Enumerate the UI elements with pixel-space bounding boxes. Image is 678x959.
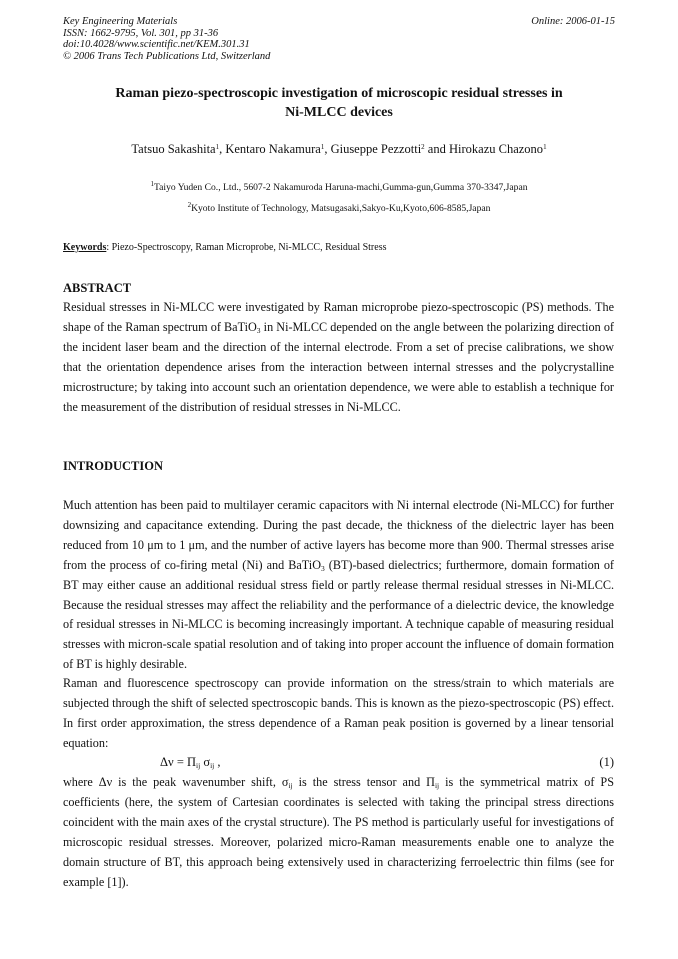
equation-term: σ [200, 755, 211, 769]
doi-line: doi:10.4028/www.scientific.net/KEM.301.31 [63, 39, 250, 51]
equation-term: Δν = Π [160, 755, 197, 769]
subscript: ij [196, 761, 201, 770]
equation-term: , [214, 755, 221, 769]
affiliation-text: Kyoto Institute of Technology, Matsugasaki,Sakyo-Ku,Kyoto,606-8585,Japan [191, 203, 491, 214]
author-separator: and [424, 142, 449, 156]
affiliation-text: Taiyo Yuden Co., Ltd., 5607-2 Nakamuroda Haruna-machi,Gumma-gun,Gumma 370-3347,Japan [153, 182, 528, 193]
text-run: Residual stresses in Ni-MLCC were investigated by Raman microprobe piezo-spectroscopic (PS) methods. The shape of the Raman spectrum of BaTiO [63, 300, 614, 334]
issn-line: ISSN: 1662-9795, Vol. 301, pp 31-36 [63, 27, 219, 39]
affiliation-1 [0, 182, 678, 193]
author-name: Hirokazu Chazono [448, 142, 544, 156]
subscript: 3 [321, 563, 325, 573]
author-name: Giuseppe Pezzotti [330, 142, 422, 156]
text-run: in Ni-MLCC depended on the angle between the polarizing direction of the incident laser beam and the direction of the internal electrode. From a set of precise calibrations, we show that the orientation dependence arises from the interaction between internal stresses and the polycrystalline microstructure; by taking into account such an orientation dependence, we were able to establish a technique for the measurement of the distribution of residual stresses in Ni-MLCC. [63, 319, 614, 414]
keywords-label: Keywords [63, 242, 107, 253]
text-run: Much attention has been paid to multilayer ceramic capacitors with Ni internal electrode (Ni-MLCC) for further downsizing and capacitance extending. During the past decade, the thickness of the dielectric layer has been reduced from 10 μm to 1 μm, and the number of active layers has become more than 900. Thermal stresses arise from the process of co-firing metal (Ni) and BaTiO [63, 498, 614, 572]
introduction-heading: INTRODUCTION [63, 459, 164, 473]
subscript: 3 [256, 325, 261, 335]
equation-1 [63, 755, 614, 775]
affiliation-mark: 1 [150, 180, 154, 188]
subscript: ij [288, 781, 293, 790]
copyright-line: © 2006 Trans Tech Publications Ltd, Switzerland [63, 50, 271, 62]
author-separator: , [219, 142, 226, 156]
equation-expression [160, 755, 221, 770]
introduction-paragraph-2: Raman and fluorescence spectroscopy can provide information on the stress/strain to which materials are subjected through the shift of selected spectroscopic bands. This is known as the piezo-spectroscopic (PS) effect. In first order approximation, the stress dependence of a Raman peak position is governed by a linear tensorial equation: [63, 676, 614, 750]
affiliation-2 [0, 203, 678, 214]
journal-header [63, 16, 615, 62]
introduction-paragraph-1 [63, 496, 614, 675]
author-name: Kentaro Nakamura [225, 142, 321, 156]
text-run: is the stress tensor and Π [292, 775, 435, 789]
subscript: ij [434, 781, 440, 790]
author-affiliation-mark: 1 [320, 143, 325, 151]
text-run: (BT)-based dielectrics; furthermore, domain formation of BT may either cause an additional residual stress field or partly release thermal residual stresses in Ni-MLCC. Because the residual stresses may affect the reliability and the performance of a dielectric device, the knowledge of residual stresses in Ni-MLCC is becoming increasingly important. A technique capable of measuring residual stresses with micron-scale spatial resolution and of taking into proper account the influence of domain formation of BT is highly desirable. [63, 557, 614, 672]
author-separator: , [324, 142, 331, 156]
keywords-text: : Piezo-Spectroscopy, Raman Microprobe, Ni-MLCC, Residual Stress [106, 242, 387, 253]
introduction-paragraph-3 [63, 773, 614, 892]
equation-number: (1) [599, 755, 614, 769]
paper-title [70, 84, 608, 122]
subscript: ij [210, 761, 215, 770]
title-line-1: Raman piezo-spectroscopic investigation of microscopic residual stresses in [115, 86, 563, 101]
title-line-2: Ni-MLCC devices [285, 105, 393, 120]
affiliation-mark: 2 [187, 201, 192, 209]
author-list [0, 142, 678, 157]
abstract-heading: ABSTRACT [63, 281, 132, 295]
text-run: is the symmetrical matrix of PS coefficients (here, the system of Cartesian coordinates is selected with taking the principal stress directions coincident with the main axes of the crystal structure). The PS method is particularly useful for investigations of microscopic residual stresses. Moreover, polarized micro-Raman measurements enable one to analyze the domain structure of BT, this approach being extensively used in characterizing ferroelectric thin films (see for example [1]). [63, 775, 614, 889]
text-run: where Δν is the peak wavenumber shift, σ [63, 775, 289, 789]
online-date: Online: 2006-01-15 [531, 16, 615, 27]
author-affiliation-mark: 1 [215, 143, 220, 151]
keywords [63, 242, 615, 253]
journal-name: Key Engineering Materials [63, 16, 178, 27]
author-name: Tatsuo Sakashita [131, 142, 216, 156]
abstract-paragraph [63, 298, 614, 417]
author-affiliation-mark: 2 [421, 143, 425, 151]
author-affiliation-mark: 1 [543, 143, 547, 151]
